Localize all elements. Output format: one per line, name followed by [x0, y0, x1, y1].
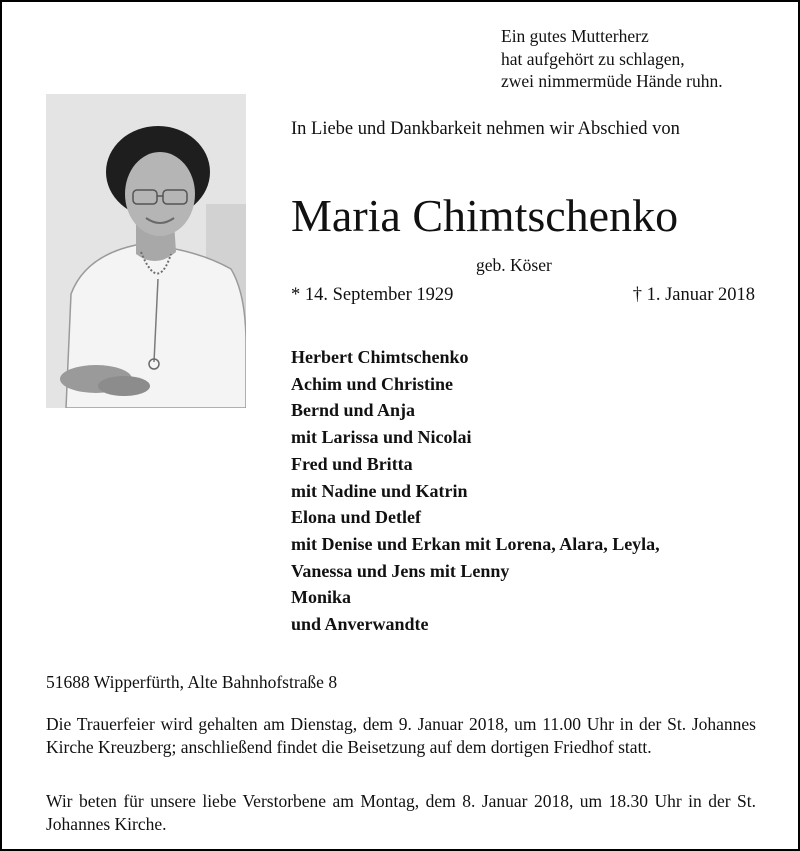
mourners-list	[291, 344, 660, 638]
motto-line: Ein gutes Mutterherz	[501, 26, 649, 46]
motto-line: hat aufgehört zu schlagen,	[501, 48, 685, 69]
birth-date: * 14. September 1929	[291, 285, 454, 305]
intro-text: In Liebe und Dankbarkeit nehmen wir Abschied von	[291, 119, 680, 139]
mourner-line: mit Larissa und Nicolai	[291, 427, 472, 448]
prayer-notice: Wir beten für unsere liebe Verstorbene am Montag, dem 8. Januar 2018, um 18.30 Uhr in der St. Johannes Kirche.	[46, 791, 756, 834]
mourner-line: und Anverwandte	[291, 614, 429, 635]
mourner-line: Fred und Britta	[291, 453, 413, 474]
mourner-line: mit Denise und Erkan mit Lorena, Alara, Leyla,	[291, 533, 660, 554]
mourner-line: Elona und Detlef	[291, 507, 422, 528]
funeral-notice: Die Trauerfeier wird gehalten am Dienstag, dem 9. Januar 2018, um 11.00 Uhr in der St. Johannes Kirche Kreuzberg; anschließend findet die Beisetzung auf dem dortigen Friedhof statt.	[46, 714, 756, 757]
motto-verse	[501, 25, 723, 93]
mourner-line: Bernd und Anja	[291, 400, 416, 421]
deceased-name: Maria Chimtschenko	[291, 190, 679, 241]
mourner-line: Monika	[291, 587, 352, 608]
motto-line: zwei nimmermüde Hände ruhn.	[501, 71, 723, 91]
mourner-line: mit Nadine und Katrin	[291, 480, 468, 501]
portrait-photo	[46, 94, 246, 408]
maiden-name: geb. Köser	[476, 255, 552, 275]
family-address: 51688 Wipperfürth, Alte Bahnhofstraße 8	[46, 672, 338, 692]
mourner-line: Herbert Chimtschenko	[291, 347, 469, 367]
death-date: † 1. Januar 2018	[632, 285, 755, 305]
mourner-line: Vanessa und Jens mit Lenny	[291, 560, 510, 581]
mourner-line: Achim und Christine	[291, 373, 454, 394]
